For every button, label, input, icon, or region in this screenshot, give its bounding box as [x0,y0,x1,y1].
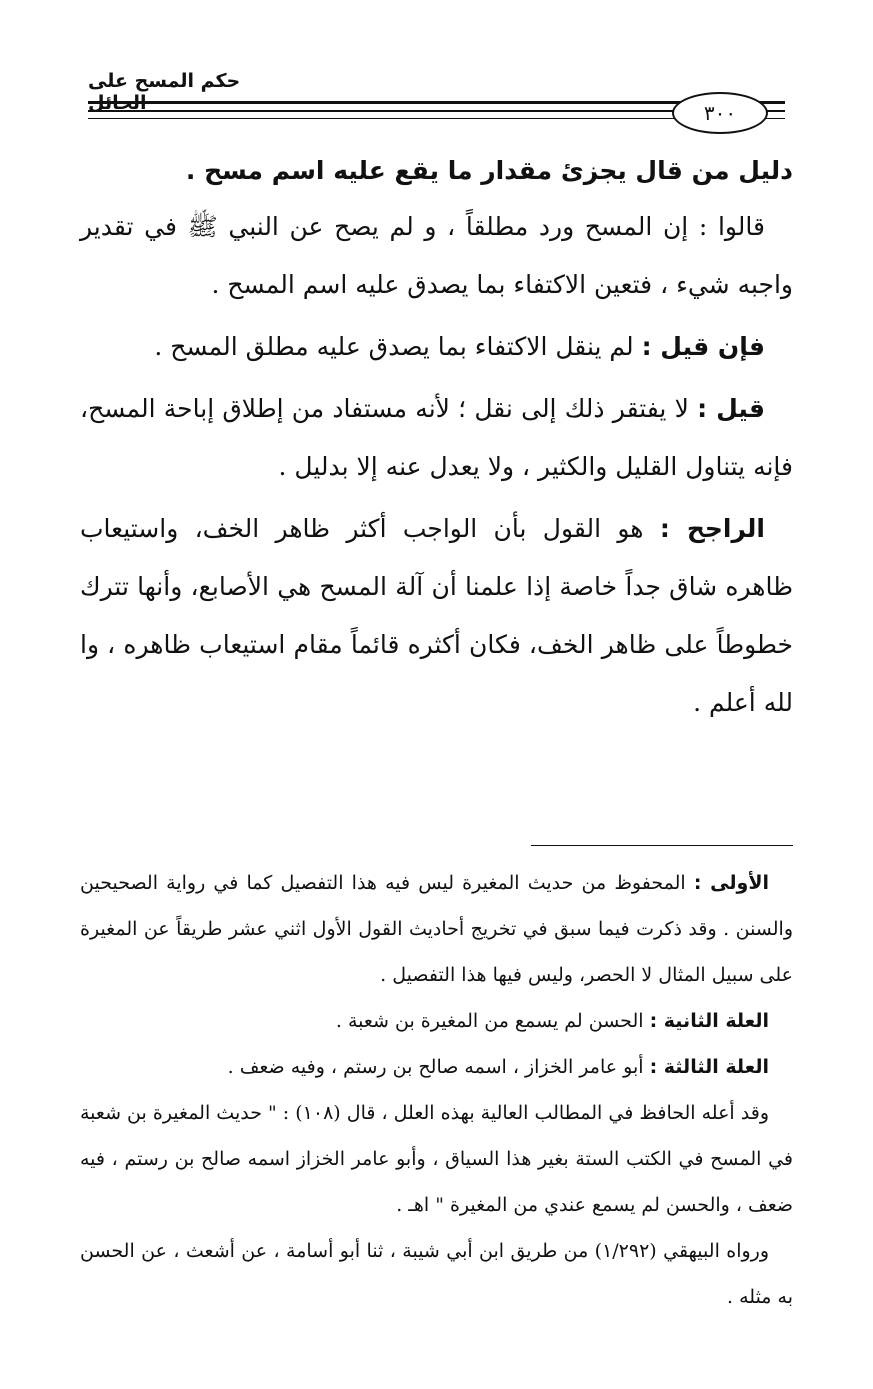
footnote-first-label: الأولى : [693,872,769,894]
paragraph-preferred [80,500,793,732]
paragraph-objection [80,318,793,376]
footnote-separator [531,845,793,846]
reply-text: لا يفتقر ذلك إلى نقل ؛ لأنه مستفاد من إطلاق إباحة المسح، فإنه يتناول القليل والكثير ، ولا يعدل عنه إلا بدليل . [80,394,793,481]
section-heading: دليل من قال يجزئ مقدار ما يقع عليه اسم مسح . [185,156,793,185]
footnote-second-text: الحسن لم يسمع من المغيرة بن شعبة . [335,1010,650,1032]
footnote-first [80,860,793,998]
main-text [80,148,793,736]
footnote-third-label: العلة الثالثة : [649,1056,769,1078]
footnote-bayhaqi: ورواه البيهقي (١/٢٩٢) من طريق ابن أبي شيبة ، ثنا أبو أسامة ، عن أشعث ، عن الحسن به مثله . [80,1240,793,1308]
footnote-second [80,998,793,1044]
preferred-label: الراجح : [659,514,765,543]
footnote-third [80,1044,793,1090]
paragraph-evidence: قالوا : إن المسح ورد مطلقاً ، و لم يصح عن النبي ﷺ في تقدير واجبه شيء ، فتعين الاكتفاء بما يصدق عليه اسم المسح . [80,212,793,299]
page-number: ٣٠٠ [672,92,768,134]
reply-label: قيل : [697,394,765,423]
objection-label: فإن قيل : [641,332,765,361]
footnote-first-text: المحفوظ من حديث المغيرة ليس فيه هذا التفصيل كما في رواية الصحيحين والسنن . وقد ذكرت فيما سبق في تخريج أحاديث القول الأول اثني عشر طريقاً عن المغيرة على سبيل المثال لا الحصر، وليس فيها هذا التفصيل . [80,872,793,986]
objection-text: لم ينقل الاكتفاء بما يصدق عليه مطلق المسح . [154,332,642,361]
footnote-hafiz: وقد أعله الحافظ في المطالب العالية بهذه العلل ، قال (١٠٨) : " حديث المغيرة بن شعبة في المسح في الكتب الستة بغير هذا السياق ، وأبو عامر الخزاز اسمه صالح بن رستم ، فيه ضعف ، والحسن لم يسمع عندي من المغيرة " اهـ . [80,1102,793,1216]
paragraph-reply [80,380,793,496]
footnote-second-label: العلة الثانية : [649,1010,769,1032]
running-title: حكم المسح على الحائل [88,70,241,114]
preferred-text: هو القول بأن الواجب أكثر ظاهر الخف، واستيعاب ظاهره شاق جداً خاصة إذا علمنا أن آلة المسح هي الأصابع، وأنها تترك خطوطاً على ظاهر الخف، فكان أكثره قائماً مقام استيعاب ظاهره ، وا لله أعلم . [80,514,793,717]
footnotes [80,860,793,1320]
footnote-third-text: أبو عامر الخزاز ، اسمه صالح بن رستم ، وفيه ضعف . [227,1056,650,1078]
